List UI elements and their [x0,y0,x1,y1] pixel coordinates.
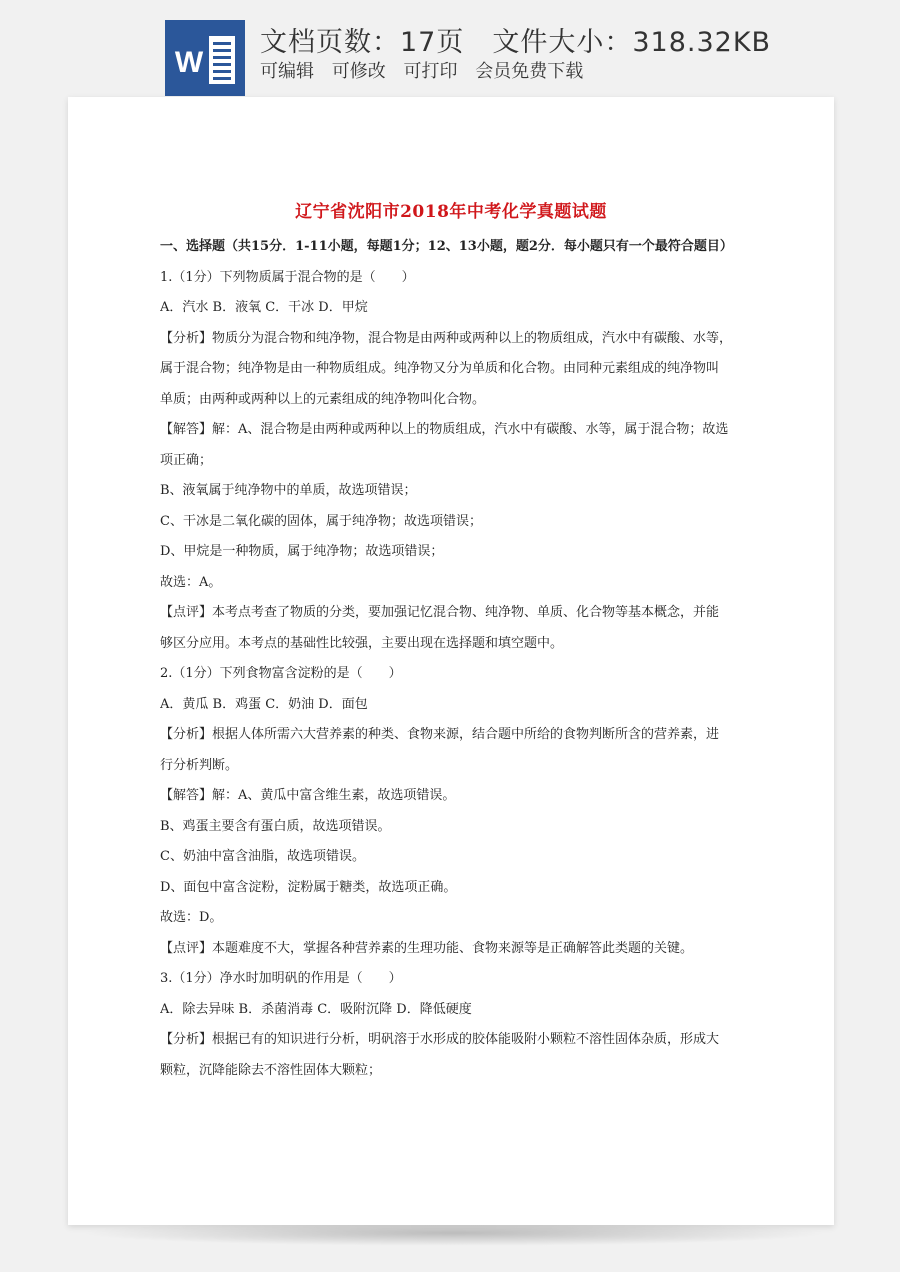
document-line: 2.（1分）下列食物富含淀粉的是（ ） [160,666,402,681]
document-line: 1.（1分）下列物质属于混合物的是（ ） [160,269,415,285]
feature-member-free-download: 会员免费下载 [475,61,584,82]
document-line: 【解答】解：A、黄瓜中富含维生素，故选项错误。 [160,788,456,803]
document-line: A．汽水 B．液氧 C．干冰 D．甲烷 [160,300,368,315]
download-banner [0,0,900,100]
document-line: 项正确； [160,452,213,468]
document-line: 故选：A。 [160,574,222,590]
file-size: 文件大小：318.32KB [492,27,772,58]
word-icon-letter: W [174,46,204,79]
document-line: C、奶油中富含油脂，故选项错误。 [160,849,365,864]
document-line: 【点评】本题难度不大，掌握各种营养素的生理功能、食物来源等是正确解答此类题的关键。 [160,940,694,956]
document-line: 故选：D。 [160,910,223,925]
document-body [160,232,750,1086]
document-line: B、液氧属于纯净物中的单质，故选项错误； [160,483,417,498]
document-page [68,97,834,1225]
document-line: 3.（1分）净水时加明矾的作用是（ ） [160,971,402,986]
document-line: 【分析】根据人体所需六大营养素的种类、食物来源，结合题中所给的食物判断所含的营养素，进 [160,727,720,742]
document-line: A．黄瓜 B．鸡蛋 C．奶油 D．面包 [160,696,368,712]
document-title: 辽宁省沈阳市2018年中考化学真题试题 [295,202,607,222]
document-line: B、鸡蛋主要含有蛋白质，故选项错误。 [160,818,391,834]
document-line: 行分析判断。 [160,757,239,773]
page-count: 文档页数：17页 [260,27,465,58]
document-line: 够区分应用。本考点的基础性比较强，主要出现在选择题和填空题中。 [160,635,564,651]
document-line: 【解答】解：A、混合物是由两种或两种以上的物质组成，汽水中有碳酸、水等，属于混合物；故选 [160,422,729,437]
document-line: 属于混合物；纯净物是由一种物质组成。纯净物又分为单质和化合物。由同种元素组成的纯净物叫 [160,361,720,376]
document-line: 单质；由两种或两种以上的元素组成的纯净物叫化合物。 [160,391,486,407]
document-line: A．除去异味 B．杀菌消毒 C．吸附沉降 D．降低硬度 [160,1001,472,1017]
feature-editable: 可编辑 [260,61,314,82]
feature-modifiable: 可修改 [331,61,386,82]
file-info [260,20,771,59]
document-line: 【分析】根据已有的知识进行分析，明矾溶于水形成的胶体能吸附小颗粒不溶性固体杂质，形成大 [160,1032,720,1047]
document-line: 【分析】物质分为混合物和纯净物，混合物是由两种或两种以上的物质组成，汽水中有碳酸、水等， [160,330,733,346]
word-document-icon [165,20,245,96]
document-line: 颗粒，沉降能除去不溶性固体大颗粒； [160,1062,382,1078]
feature-printable: 可打印 [403,61,458,82]
section-heading: 一、选择题（共15分．1-11小题，每题1分；12、13小题，题2分．每小题只有一个最符合题目） [160,239,733,254]
document-line: D、面包中富含淀粉，淀粉属于糖类，故选项正确。 [160,879,457,895]
document-line: C、干冰是二氧化碳的固体，属于纯净物；故选项错误； [160,513,482,529]
feature-list [260,57,591,83]
document-line: D、甲烷是一种物质，属于纯净物；故选项错误； [160,544,444,559]
document-line: 【点评】本考点考查了物质的分类，要加强记忆混合物、纯净物、单质、化合物等基本概念，并能 [160,605,720,620]
